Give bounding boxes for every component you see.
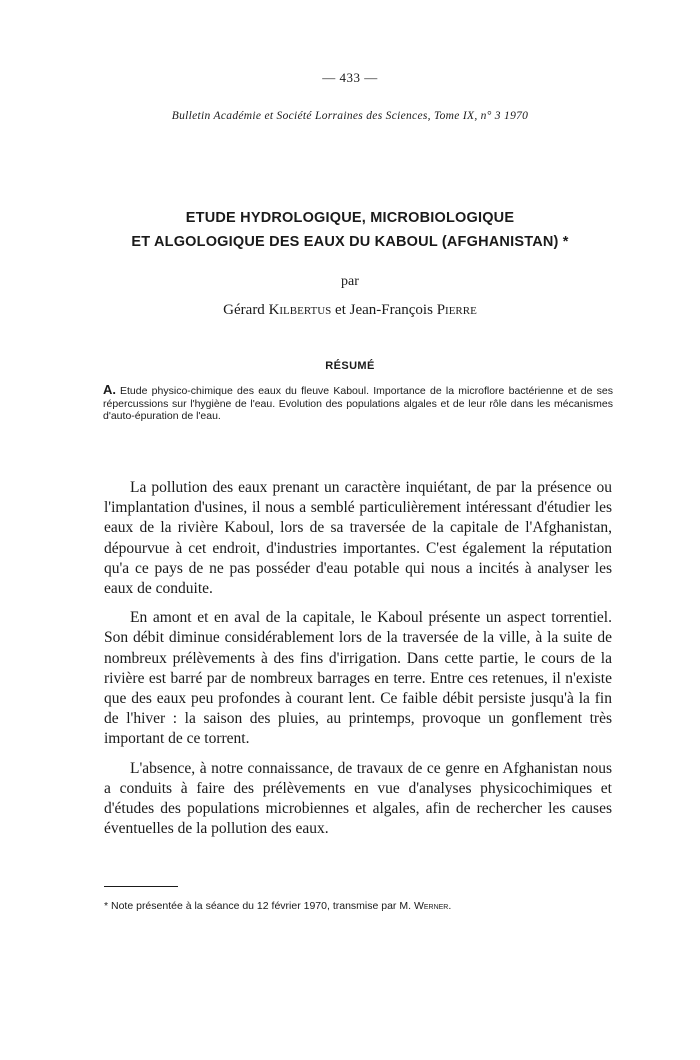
footnote <box>104 900 624 912</box>
author-conjunction: et <box>335 302 346 318</box>
title-line-2: ET ALGOLOGIQUE DES EAUX DU KABOUL (AFGHANISTAN) * <box>131 234 569 250</box>
abstract-marker: A. <box>103 382 116 397</box>
byline-par: par <box>341 274 359 289</box>
abstract <box>103 384 613 423</box>
footnote-text: * Note présentée à la séance du 12 février 1970, transmise par M. <box>104 900 412 912</box>
running-header: Bulletin Académie et Société Lorraines des Sciences, Tome IX, n° 3 1970 <box>171 110 529 122</box>
authors <box>0 302 700 319</box>
footnote-name: Werner <box>413 900 449 912</box>
abstract-text: Etude physico-chimique des eaux du fleuve Kaboul. Importance de la microflore bactérienne et de ses répercussions sur l'hygiène de l'eau. Evolution des populations algales et de leur rôle dans les mécanismes d'auto-épuration de l'eau. <box>103 385 613 422</box>
author-2-first-name: Jean-François <box>349 302 433 318</box>
author-2-last-name: Pierre <box>436 302 477 318</box>
resume-heading: RÉSUMÉ <box>325 360 375 372</box>
page-number: — 433 — <box>322 70 378 85</box>
body-paragraph-1: La pollution des eaux prenant un caractère inquiétant, de par la présence ou l'implantation d'usines, il nous a semblé particulièrement intéressant d'étudier les eaux de la rivière Kaboul, lors de sa traversée de la capitale de l'Afghanistan, dépourvue à cet endroit, d'industries importantes. C'est également la réputation qu'a ce pays de ne pas posséder d'eau potable qui nous a incités à analyser les eaux de conduite. <box>104 479 612 598</box>
author-1-last-name: Kilbertus <box>268 302 332 318</box>
body-paragraph-2: En amont et en aval de la capitale, le Kaboul présente un aspect torrentiel. Son débit diminue considérablement lors de la traversée de la ville, à la suite de nombreux prélèvements à des fins d'irrigation. Dans cette partie, le cours de la rivière est barré par de nombreux barrages en terre. Entre ces retenues, il n'existe que des eaux peu profondes à courant lent. Ce faible débit persiste jusqu'à la fin de l'hiver : la saison des pluies, au printemps, provoque un gonflement très important de ce torrent. <box>104 609 612 748</box>
body-text <box>104 478 612 848</box>
footnote-end: . <box>448 900 452 912</box>
title-line-1: ETUDE HYDROLOGIQUE, MICROBIOLOGIQUE <box>185 210 515 226</box>
author-1-first-name: Gérard <box>223 302 265 318</box>
footnote-rule <box>104 886 178 887</box>
article-title <box>0 206 700 254</box>
body-paragraph-3: L'absence, à notre connaissance, de travaux de ce genre en Afghanistan nous a conduits à faire des prélèvements en vue d'analyses physicochimiques et d'études des populations microbiennes et algales, afin de rechercher les causes éventuelles de la pollution des eaux. <box>104 759 612 838</box>
